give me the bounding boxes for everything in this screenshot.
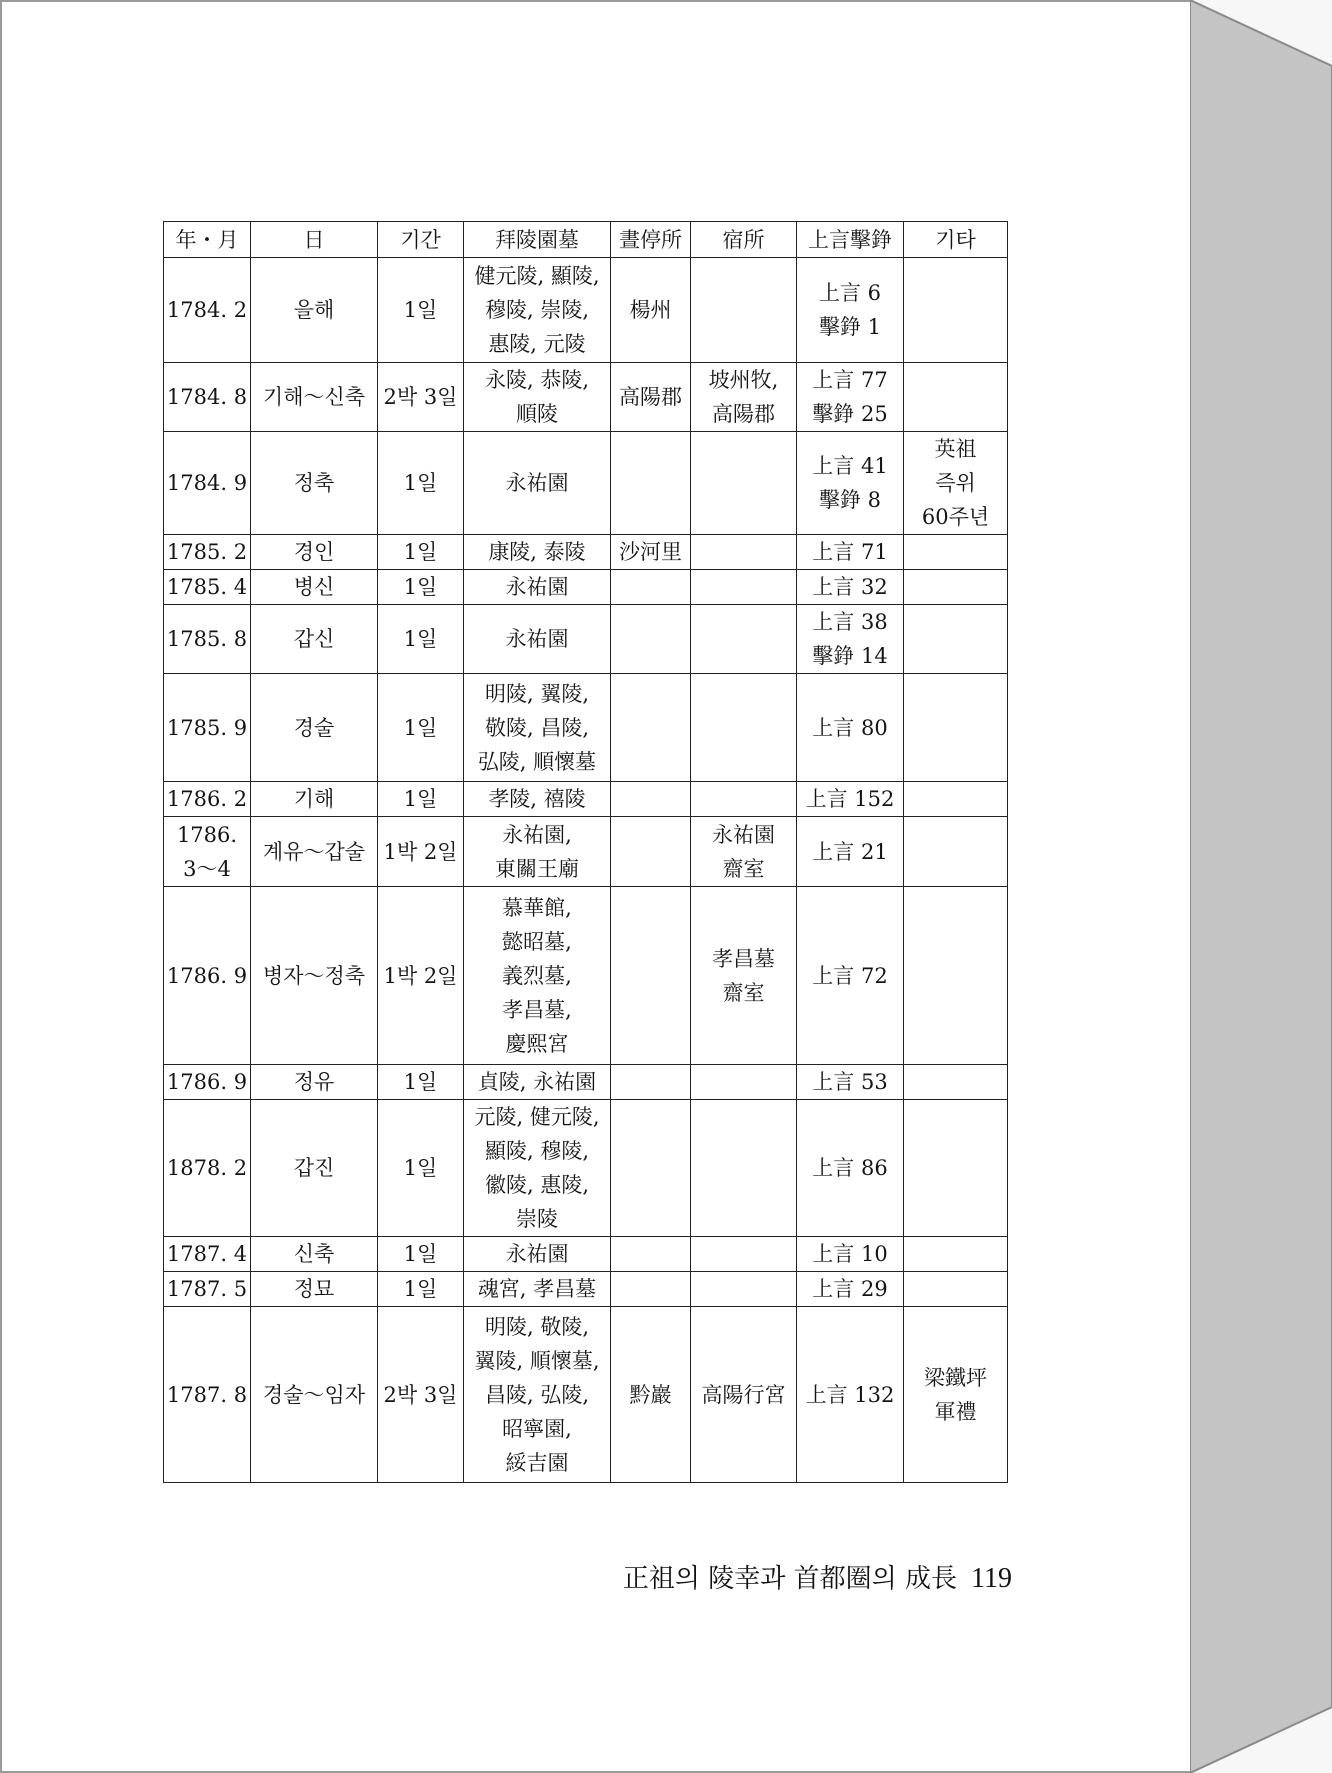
cell-noon-stop xyxy=(611,570,691,605)
cell-noon-stop xyxy=(611,674,691,782)
cell-year-month xyxy=(164,817,251,887)
cell-lodging xyxy=(691,817,797,887)
cell-text-line: 高陽郡 xyxy=(712,402,775,426)
cell-petitions xyxy=(797,258,904,363)
cell-text-line: 1박 2일 xyxy=(383,839,458,864)
table-row xyxy=(164,363,1008,432)
cell-text-line: 上言 6 xyxy=(818,281,882,305)
cell-text-line: 沙河里 xyxy=(619,540,682,564)
cell-text-line: 上言 38 xyxy=(812,610,888,634)
cell-text-line: 1일 xyxy=(403,1242,438,1266)
cell-period xyxy=(378,1307,464,1483)
cell-tombs xyxy=(464,674,611,782)
cell-petitions xyxy=(797,1100,904,1237)
cell-text-line: 1785. 4 xyxy=(166,575,248,599)
cell-period xyxy=(378,1237,464,1272)
cell-text-line: 1일 xyxy=(403,1156,438,1180)
cell-text-line: 軍禮 xyxy=(934,1399,977,1424)
cell-year-month xyxy=(164,1237,251,1272)
cell-text-line: 2박 3일 xyxy=(383,385,458,409)
cell-text-line: 順陵 xyxy=(516,402,558,426)
cell-year-month xyxy=(164,1307,251,1483)
cell-text-line: 坡州牧, xyxy=(708,368,779,392)
cell-text-line: 貞陵, 永祐園 xyxy=(477,1070,597,1094)
cell-tombs xyxy=(464,605,611,674)
cell-tombs xyxy=(464,817,611,887)
cell-text-line: 을해 xyxy=(293,298,335,322)
cell-text-line: 60주년 xyxy=(921,505,990,529)
cell-text-line: 정축 xyxy=(293,471,335,495)
cell-text-line: 黔巖 xyxy=(629,1382,672,1407)
cell-text-line: 1786. xyxy=(176,822,238,847)
cell-text-line: 갑진 xyxy=(293,1156,335,1180)
cell-noon-stop xyxy=(611,605,691,674)
cell-period xyxy=(378,1272,464,1307)
cell-text-line: 齋室 xyxy=(722,980,765,1005)
cell-text-line: 明陵, 敬陵, xyxy=(484,1314,590,1339)
cell-period xyxy=(378,432,464,535)
cell-text-line: 1일 xyxy=(403,575,438,599)
page-number: 119 xyxy=(971,1563,1012,1594)
cell-text-line: 綏吉園 xyxy=(505,1450,569,1475)
cell-period xyxy=(378,605,464,674)
header-lodging: 宿所 xyxy=(691,222,797,258)
cell-noon-stop xyxy=(611,1065,691,1100)
cell-period xyxy=(378,535,464,570)
running-footer xyxy=(622,1558,1012,1598)
header-day: 日 xyxy=(251,222,378,258)
cell-year-month xyxy=(164,535,251,570)
cell-tombs xyxy=(464,1100,611,1237)
cell-petitions xyxy=(797,605,904,674)
cell-day xyxy=(251,432,378,535)
cell-text-line: 上言 10 xyxy=(812,1242,888,1266)
cell-text-line: 魂宮, 孝昌墓 xyxy=(477,1277,597,1301)
cell-noon-stop xyxy=(611,1272,691,1307)
cell-other xyxy=(904,1307,1008,1483)
cell-text-line: 弘陵, 順懷墓 xyxy=(477,749,597,774)
cell-other xyxy=(904,363,1008,432)
table-row xyxy=(164,1100,1008,1237)
cell-noon-stop xyxy=(611,363,691,432)
cell-text-line: 慕華館, xyxy=(502,895,572,920)
cell-text-line: 1785. 2 xyxy=(166,540,248,564)
cell-year-month xyxy=(164,258,251,363)
cell-text-line: 崇陵 xyxy=(516,1207,558,1231)
cell-text-line: 梁鐵坪 xyxy=(924,1365,987,1390)
cell-text-line: 정묘 xyxy=(293,1277,335,1301)
cell-text-line: 康陵, 泰陵 xyxy=(488,540,586,564)
table-row xyxy=(164,782,1008,817)
cell-text-line: 경술 xyxy=(293,715,335,740)
cell-petitions xyxy=(797,1237,904,1272)
cell-year-month xyxy=(164,1065,251,1100)
cell-text-line: 上言 132 xyxy=(805,1382,895,1407)
cell-text-line: 明陵, 翼陵, xyxy=(484,681,590,706)
cell-text-line: 1일 xyxy=(403,787,438,811)
cell-tombs xyxy=(464,1307,611,1483)
cell-text-line: 顯陵, 穆陵, xyxy=(484,1139,590,1163)
cell-lodging xyxy=(691,1307,797,1483)
cell-tombs xyxy=(464,1065,611,1100)
cell-other xyxy=(904,1100,1008,1237)
cell-text-line: 1박 2일 xyxy=(383,963,458,988)
cell-text-line: 孝陵, 禧陵 xyxy=(488,787,586,811)
cell-period xyxy=(378,1065,464,1100)
cell-noon-stop xyxy=(611,258,691,363)
cell-text-line: 上言 72 xyxy=(812,963,888,988)
cell-year-month xyxy=(164,363,251,432)
cell-other xyxy=(904,782,1008,817)
table-row xyxy=(164,674,1008,782)
cell-day xyxy=(251,1237,378,1272)
cell-text-line: 1878. 2 xyxy=(166,1156,248,1180)
cell-other xyxy=(904,1237,1008,1272)
cell-text-line: 健元陵, 顯陵, xyxy=(474,264,600,288)
cell-text-line: 元陵, 健元陵, xyxy=(474,1105,600,1129)
cell-text-line: 1일 xyxy=(403,298,438,322)
cell-text-line: 1일 xyxy=(403,471,438,495)
cell-lodging xyxy=(691,432,797,535)
cell-text-line: 1일 xyxy=(403,715,438,740)
cell-text-line: 徽陵, 惠陵, xyxy=(484,1173,590,1197)
cell-lodging xyxy=(691,1237,797,1272)
cell-text-line: 義烈墓, xyxy=(502,963,572,988)
cell-tombs xyxy=(464,1272,611,1307)
cell-day xyxy=(251,1307,378,1483)
cell-other xyxy=(904,1065,1008,1100)
cell-tombs xyxy=(464,782,611,817)
table-row xyxy=(164,432,1008,535)
table-row xyxy=(164,570,1008,605)
cell-petitions xyxy=(797,363,904,432)
cell-year-month xyxy=(164,887,251,1065)
cell-other xyxy=(904,1272,1008,1307)
cell-tombs xyxy=(464,1237,611,1272)
cell-year-month xyxy=(164,605,251,674)
cell-text-line: 1787. 4 xyxy=(166,1242,248,1266)
cell-tombs xyxy=(464,432,611,535)
cell-text-line: 慶熙宮 xyxy=(505,1031,569,1056)
cell-text-line: 1784. 8 xyxy=(166,385,248,409)
cell-text-line: 1784. 2 xyxy=(166,298,248,322)
cell-text-line: 1784. 9 xyxy=(166,471,248,495)
cell-text-line: 1787. 8 xyxy=(166,1382,248,1407)
cell-text-line: 1일 xyxy=(403,627,438,651)
cell-day xyxy=(251,1100,378,1237)
cell-text-line: 1786. 9 xyxy=(166,1070,248,1094)
cell-period xyxy=(378,1100,464,1237)
cell-text-line: 上言 21 xyxy=(812,839,888,864)
cell-lodging xyxy=(691,570,797,605)
header-tombs: 拜陵園墓 xyxy=(464,222,611,258)
cell-text-line: 永陵, 恭陵, xyxy=(484,368,590,392)
cell-tombs xyxy=(464,258,611,363)
royal-visit-table xyxy=(163,221,1008,1483)
cell-year-month xyxy=(164,432,251,535)
cell-text-line: 昭寧園, xyxy=(502,1416,572,1441)
cell-text-line: 懿昭墓, xyxy=(502,929,572,954)
table-header-row xyxy=(164,222,1008,258)
cell-day xyxy=(251,605,378,674)
cell-lodging xyxy=(691,605,797,674)
cell-day xyxy=(251,570,378,605)
cell-text-line: 上言 77 xyxy=(812,368,888,392)
cell-tombs xyxy=(464,570,611,605)
cell-lodging xyxy=(691,674,797,782)
cell-text-line: 3～4 xyxy=(183,856,231,881)
cell-other xyxy=(904,258,1008,363)
table-row xyxy=(164,1307,1008,1483)
cell-text-line: 기해 xyxy=(293,787,335,811)
table-row xyxy=(164,1272,1008,1307)
cell-lodging xyxy=(691,1100,797,1237)
cell-day xyxy=(251,782,378,817)
cell-petitions xyxy=(797,674,904,782)
cell-petitions xyxy=(797,1307,904,1483)
table-row xyxy=(164,1237,1008,1272)
cell-text-line: 즉위 xyxy=(935,471,976,495)
cell-noon-stop xyxy=(611,817,691,887)
running-title: 正祖의 陵幸과 首都圈의 成長 xyxy=(622,1564,958,1594)
cell-tombs xyxy=(464,363,611,432)
cell-other xyxy=(904,674,1008,782)
cell-period xyxy=(378,570,464,605)
cell-text-line: 穆陵, 崇陵, xyxy=(484,298,590,322)
cell-year-month xyxy=(164,570,251,605)
cell-period xyxy=(378,782,464,817)
cell-period xyxy=(378,817,464,887)
cell-text-line: 擊錚 25 xyxy=(812,402,888,426)
cell-text-line: 高陽行宮 xyxy=(701,1382,786,1407)
cell-text-line: 永祐園 xyxy=(505,1242,569,1266)
cell-text-line: 上言 71 xyxy=(812,540,888,564)
cell-noon-stop xyxy=(611,1100,691,1237)
cell-text-line: 갑신 xyxy=(293,627,335,651)
cell-text-line: 永祐園 xyxy=(712,822,775,847)
cell-other xyxy=(904,535,1008,570)
cell-petitions xyxy=(797,782,904,817)
cell-petitions xyxy=(797,1272,904,1307)
cell-text-line: 上言 32 xyxy=(812,575,888,599)
cell-other xyxy=(904,605,1008,674)
cell-text-line: 孝昌墓 xyxy=(712,946,775,971)
cell-year-month xyxy=(164,1272,251,1307)
cell-petitions xyxy=(797,570,904,605)
cell-text-line: 敬陵, 昌陵, xyxy=(484,715,590,740)
cell-noon-stop xyxy=(611,432,691,535)
cell-lodging xyxy=(691,1065,797,1100)
cell-day xyxy=(251,258,378,363)
cell-period xyxy=(378,363,464,432)
cell-text-line: 上言 86 xyxy=(812,1156,888,1180)
cell-text-line: 楊州 xyxy=(629,298,672,322)
cell-lodging xyxy=(691,258,797,363)
cell-text-line: 경인 xyxy=(293,540,335,564)
cell-text-line: 翼陵, 順懷墓, xyxy=(474,1348,600,1373)
cell-text-line: 永祐園 xyxy=(505,627,569,651)
cell-text-line: 1785. 9 xyxy=(166,715,248,740)
header-other: 기타 xyxy=(904,222,1008,258)
cell-text-line: 高陽郡 xyxy=(619,385,682,409)
cell-noon-stop xyxy=(611,1307,691,1483)
table-row xyxy=(164,258,1008,363)
cell-noon-stop xyxy=(611,1237,691,1272)
cell-tombs xyxy=(464,887,611,1065)
cell-text-line: 擊錚 14 xyxy=(812,644,888,668)
cell-text-line: 1786. 2 xyxy=(166,787,248,811)
header-year-month: 年・月 xyxy=(164,222,251,258)
cell-text-line: 1일 xyxy=(403,1277,438,1301)
cell-text-line: 1787. 5 xyxy=(166,1277,248,1301)
cell-day xyxy=(251,1065,378,1100)
cell-period xyxy=(378,887,464,1065)
cell-text-line: 上言 41 xyxy=(812,454,888,478)
cell-petitions xyxy=(797,535,904,570)
cell-period xyxy=(378,674,464,782)
cell-day xyxy=(251,535,378,570)
cell-lodging xyxy=(691,887,797,1065)
cell-text-line: 上言 152 xyxy=(805,787,895,811)
table-row xyxy=(164,817,1008,887)
cell-text-line: 上言 29 xyxy=(812,1277,888,1301)
cell-tombs xyxy=(464,535,611,570)
cell-noon-stop xyxy=(611,782,691,817)
cell-text-line: 1786. 9 xyxy=(166,963,248,988)
header-noon-stop: 晝停所 xyxy=(611,222,691,258)
cell-text-line: 永祐園 xyxy=(505,575,569,599)
cell-text-line: 齋室 xyxy=(722,856,765,881)
cell-text-line: 경술～임자 xyxy=(262,1382,366,1407)
cell-text-line: 정유 xyxy=(293,1070,335,1094)
cell-lodging xyxy=(691,535,797,570)
header-period: 기간 xyxy=(378,222,464,258)
cell-text-line: 1일 xyxy=(403,540,438,564)
cell-text-line: 英祖 xyxy=(934,437,977,461)
cell-noon-stop xyxy=(611,887,691,1065)
cell-day xyxy=(251,1272,378,1307)
cell-noon-stop xyxy=(611,535,691,570)
cell-lodging xyxy=(691,782,797,817)
cell-other xyxy=(904,432,1008,535)
cell-petitions xyxy=(797,1065,904,1100)
cell-other xyxy=(904,887,1008,1065)
table-row xyxy=(164,535,1008,570)
cell-petitions xyxy=(797,432,904,535)
cell-day xyxy=(251,817,378,887)
cell-text-line: 孝昌墓, xyxy=(502,997,572,1022)
cell-text-line: 병신 xyxy=(293,575,335,599)
cell-text-line: 2박 3일 xyxy=(383,1382,458,1407)
table-row xyxy=(164,887,1008,1065)
cell-text-line: 上言 80 xyxy=(812,715,888,740)
cell-lodging xyxy=(691,1272,797,1307)
cell-year-month xyxy=(164,674,251,782)
cell-day xyxy=(251,363,378,432)
cell-text-line: 병자～정축 xyxy=(262,963,366,988)
cell-lodging xyxy=(691,363,797,432)
cell-text-line: 擊錚 1 xyxy=(818,315,882,339)
page-edge-shadow xyxy=(1190,0,1332,1773)
cell-day xyxy=(251,674,378,782)
cell-text-line: 1785. 8 xyxy=(166,627,248,651)
cell-day xyxy=(251,887,378,1065)
cell-text-line: 永祐園, xyxy=(502,822,572,847)
cell-year-month xyxy=(164,1100,251,1237)
cell-text-line: 惠陵, 元陵 xyxy=(488,332,586,356)
cell-text-line: 永祐園 xyxy=(505,471,569,495)
table-row xyxy=(164,1065,1008,1100)
cell-text-line: 上言 53 xyxy=(812,1070,888,1094)
cell-period xyxy=(378,258,464,363)
cell-other xyxy=(904,570,1008,605)
cell-text-line: 擊錚 8 xyxy=(818,488,882,512)
cell-petitions xyxy=(797,817,904,887)
cell-text-line: 계유～갑술 xyxy=(262,839,366,864)
table-row xyxy=(164,605,1008,674)
cell-text-line: 東關王廟 xyxy=(495,856,579,881)
cell-text-line: 1일 xyxy=(403,1070,438,1094)
cell-petitions xyxy=(797,887,904,1065)
cell-year-month xyxy=(164,782,251,817)
cell-text-line: 昌陵, 弘陵, xyxy=(484,1382,590,1407)
cell-other xyxy=(904,817,1008,887)
cell-text-line: 신축 xyxy=(293,1242,335,1266)
cell-text-line: 기해～신축 xyxy=(262,385,366,409)
header-petitions: 上言擊錚 xyxy=(797,222,904,258)
